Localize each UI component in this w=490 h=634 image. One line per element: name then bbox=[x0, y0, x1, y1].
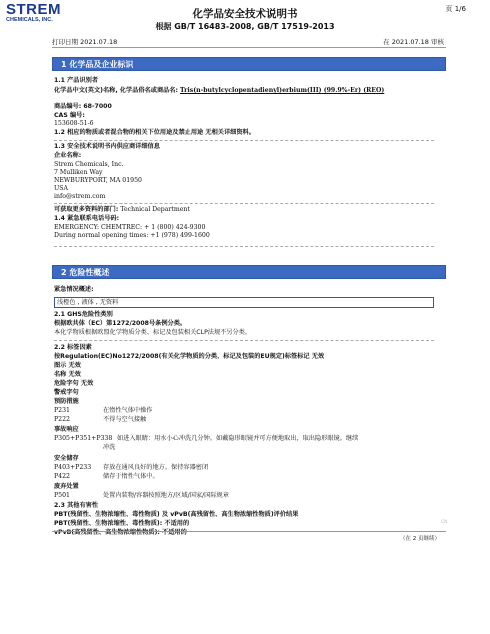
p-code: P403+P233 bbox=[54, 464, 92, 471]
more-info-value: Technical Department bbox=[120, 206, 190, 213]
product-name-value: Tris(n-butylcyclopentadienyl)erbium(III) (99.9%-Er) (REO) bbox=[179, 87, 385, 94]
p-code: P231 bbox=[54, 407, 70, 414]
page-number: 页 1/6 bbox=[445, 5, 466, 13]
vpvb-line: vPvB(高残留性、高生物浓缩性物质): 不适用的 bbox=[54, 529, 187, 536]
product-number: 商品编号: 68-7000 bbox=[54, 103, 112, 110]
cas-label: CAS 编号: bbox=[54, 112, 85, 119]
header-divider bbox=[52, 47, 446, 48]
section-1-1-title: 1.1 产品识别者 bbox=[54, 77, 99, 84]
divider bbox=[54, 140, 434, 141]
section-2-3-title: 2.3 其他有害性 bbox=[54, 502, 99, 509]
signal-word-row: 名称 无效 bbox=[54, 371, 81, 378]
emergency-phone: EMERGENCY: CHEMTREC: + 1 (800) 424-9300 bbox=[54, 224, 206, 231]
eu-classification: 根据欧共体（EC）第1272/2008号条例分类。 bbox=[54, 320, 187, 327]
company-line: USA bbox=[54, 185, 68, 192]
p-text: 不得与空气接触 bbox=[103, 416, 147, 423]
cas-value: 153608-51-6 bbox=[54, 120, 94, 127]
section-1-4-title: 1.4 紧急联系电话号码: bbox=[54, 215, 120, 222]
product-name-label: 化学品中文(英文)名称, 化学品俗名或商品名: bbox=[54, 87, 179, 94]
divider bbox=[54, 340, 434, 341]
section-1-header: 1 化学品及企业标识 bbox=[52, 57, 446, 71]
logo-sub-text: CHEMICALS, INC. bbox=[6, 17, 53, 23]
product-name-row bbox=[54, 87, 384, 95]
disposal-label: 废弃处置 bbox=[54, 483, 79, 490]
divider bbox=[54, 246, 434, 247]
section-1-2-title: 1.2 相应的物质或者混合物的相关下位用途及禁止用途 无相关详细资料。 bbox=[54, 129, 255, 136]
section-2-2-title: 2.2 标签因素 bbox=[54, 344, 92, 351]
emergency-overview-box: 浅橙色 , 液体 , 无资料 bbox=[54, 297, 434, 308]
normal-hours-phone: During normal opening times: +1 (978) 499-1600 bbox=[54, 232, 210, 239]
continued-note: （在 2 页继续） bbox=[400, 536, 440, 542]
pbt-line: PBT(残留性、生物浓缩性、毒性物质): 不适用的 bbox=[54, 520, 190, 527]
print-date: 打印日期 2021.07.18 bbox=[52, 38, 118, 46]
company-email: info@strem.com bbox=[54, 193, 106, 200]
p-code: P422 bbox=[54, 473, 70, 480]
p-text: 存放在通风良好的地方。保持容器密闭 bbox=[103, 464, 209, 471]
divider bbox=[54, 203, 434, 204]
more-info-label: 可获取更多资料的部门: bbox=[54, 206, 119, 213]
precautionary-label: 警戒字句 bbox=[54, 389, 79, 396]
emergency-overview-label: 紧急情况概述: bbox=[54, 286, 94, 293]
document-standard: 根据 GB/T 16483-2008, GB/T 17519-2013 bbox=[155, 22, 335, 31]
company-line: Strem Chemicals, Inc. bbox=[54, 161, 124, 168]
not-classified-note: 本化学物质根据欧盟化学物质分类、标记及包装相关CLP法规不另分类。 bbox=[54, 329, 252, 336]
p-text-continued: 冲洗 bbox=[103, 444, 116, 451]
p-text: 如进入眼睛：用水小心冲洗几分钟。如戴隐形眼镜并可方便地取出，取出隐形眼镜。继续 bbox=[117, 435, 359, 442]
p-text: 处置内装物/容器按照地方/区域/国家/国际规章 bbox=[103, 492, 229, 499]
more-info-row bbox=[54, 206, 190, 214]
prevention-label: 预防措施 bbox=[54, 398, 79, 405]
revision-date: 在 2021.07.18 审核 bbox=[383, 38, 444, 46]
section-1-3-title: 1.3 安全技术说明书内供应商详细信息 bbox=[54, 143, 160, 150]
p-text: 在惰性气体中操作 bbox=[103, 407, 153, 414]
p-code: P305+P351+P338 bbox=[54, 435, 113, 442]
document-title: 化学品安全技术说明书 bbox=[192, 8, 298, 20]
section-2-header: 2 危险性概述 bbox=[52, 265, 446, 279]
response-label: 事故响应 bbox=[54, 426, 79, 433]
section-2-1-title: 2.1 GHS危险性类别 bbox=[54, 311, 113, 318]
pbt-vpvb-label: PBT(残留性、生物浓缩性、毒性物质) 及 vPvB(高残留性、高生物浓缩性物质)评价结果 bbox=[54, 511, 299, 518]
document-mark: CN bbox=[441, 520, 448, 525]
p-text: 储存于惰性气体中。 bbox=[103, 473, 159, 480]
hazard-statements-row: 危险字句 无效 bbox=[54, 380, 94, 387]
company-label: 企业名称: bbox=[54, 152, 82, 159]
label-regulation: 按Regulation(EC)No1272/2008(有关化学物质的分类、标记及包装的EU规定)标签标记 无效 bbox=[54, 353, 325, 360]
pictogram-row: 图示 无效 bbox=[54, 362, 81, 369]
storage-label: 安全储存 bbox=[54, 455, 79, 462]
company-line: 7 Mulliken Way bbox=[54, 169, 103, 176]
logo-main-text: STREM bbox=[6, 1, 61, 18]
footer-divider bbox=[52, 531, 446, 532]
p-code: P501 bbox=[54, 492, 70, 499]
p-code: P222 bbox=[54, 416, 70, 423]
company-line: NEWBURYPORT, MA 01950 bbox=[54, 177, 142, 184]
